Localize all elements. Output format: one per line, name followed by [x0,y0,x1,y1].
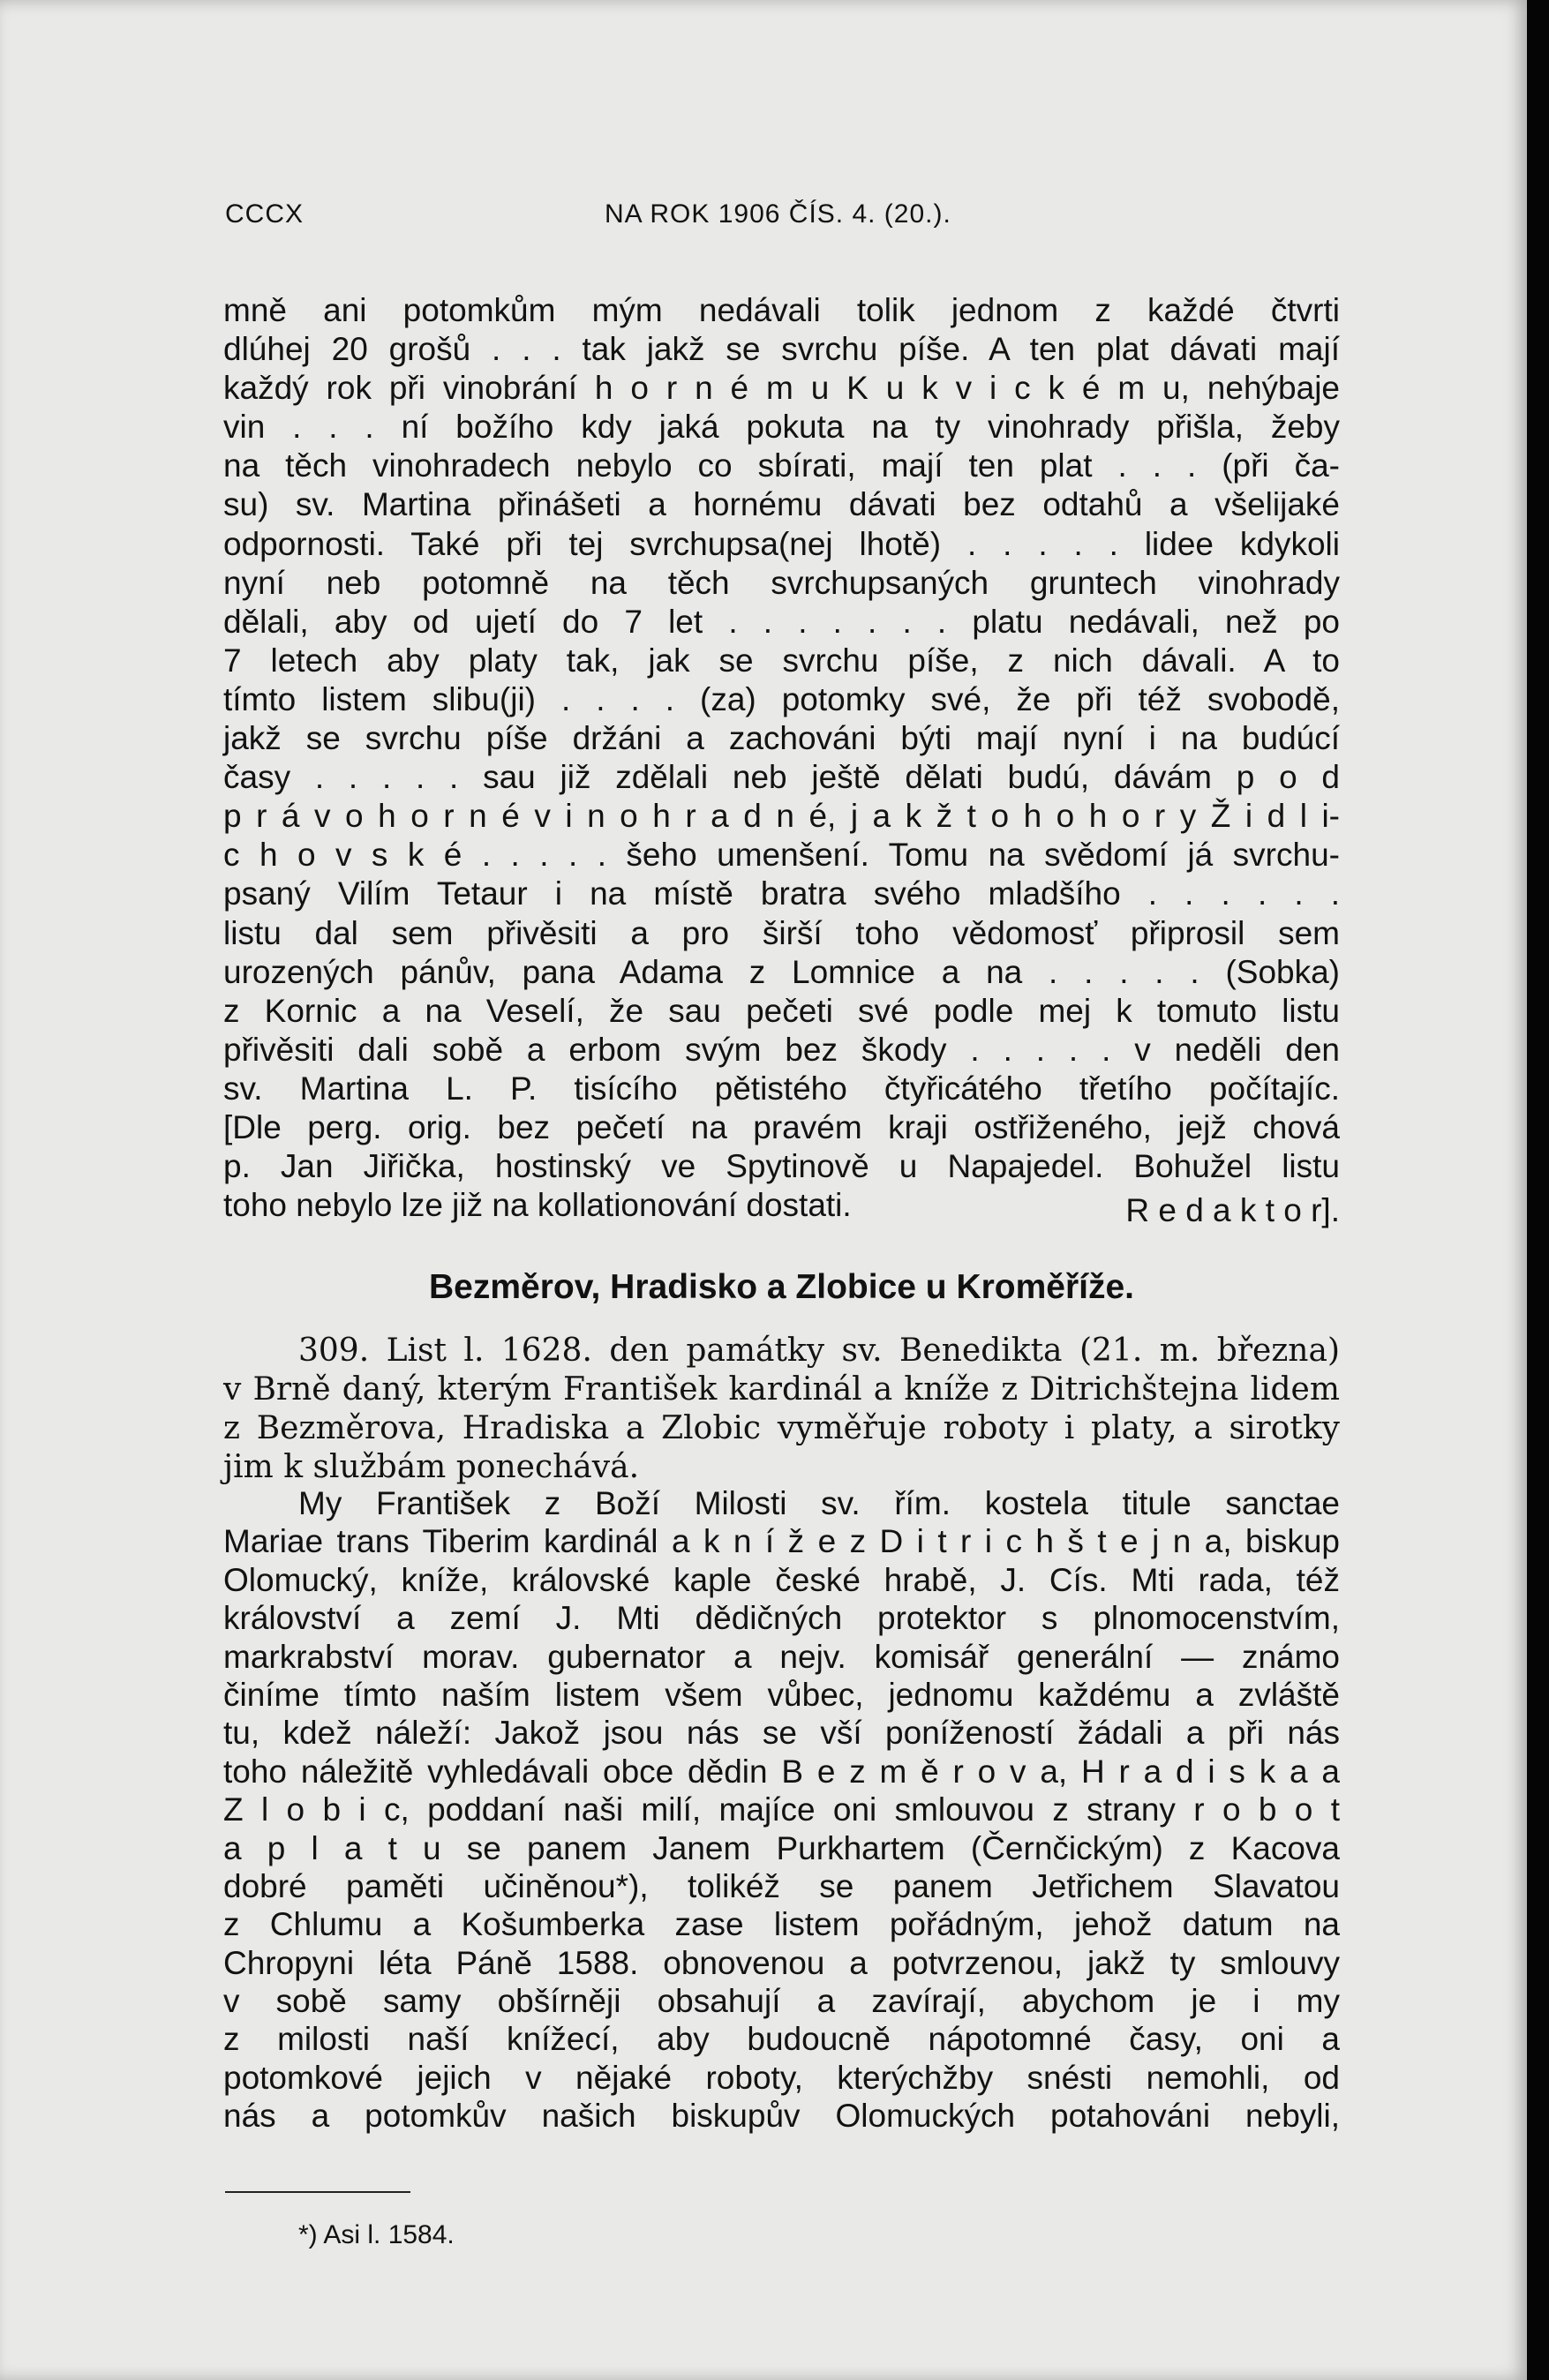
text-line: dlúhej 20 grošů . . . tak jakž se svrchu píše. A ten plat dávati mají [223,331,1340,368]
body-line: nás a potomkův našich biskupův Olomuckých potahováni nebyli, [223,2098,1340,2135]
text-line-last [223,1186,1340,1229]
text-line: [Dle perg. orig. bez pečetí na pravém kraji ostřiženého, jejž chová [223,1108,1340,1145]
body-line: v sobě samy obšírněji obsahují a zavírají, abychom je i my [223,1983,1340,2020]
body-line: království a zemí J. Mti dědičných protektor s plnomocenstvím, [223,1600,1340,1637]
body-line: dobré paměti učiněnou*), tolikéž se panem Jetřichem Slavatou [223,1867,1340,1904]
page-header [225,199,1302,235]
text-line: 7 letech aby platy tak, jak se svrchu píše, z nich dávali. A to [223,642,1340,679]
text-line: p r á v o h o r n é v i n o h r a d n é, j a k ž t o h o h o r y Ž i d l i- [223,798,1340,835]
text-line: časy . . . . . sau již zdělali neb ještě dělati budú, dávám p o d [223,759,1340,796]
body-line: toho náležitě vyhledávali obce dědin B e z m ě r o v a, H r a d i s k a a [223,1753,1340,1790]
body-line: potomkové jejich v nějaké roboty, kterýchžby snésti nemohli, od [223,2059,1340,2096]
body-line: tu, kdež náleží: Jakož jsou nás se vší ponížeností žádali a při nás [223,1715,1340,1752]
body-line: činíme tímto naším listem všem vůbec, jednomu každému a zvláště [223,1676,1340,1713]
heading-line: 309. List l. 1628. den památky sv. Benedikta (21. m. března) [298,1333,1340,1369]
page-number: CCCX [225,199,305,229]
text-line: mně ani potomkům mým nedávali tolik jednom z každé čtvrti [223,292,1340,328]
text-line: dělali, aby od ujetí do 7 let . . . . . . . platu nedávali, než po [223,603,1340,640]
body-line: Z l o b i c, poddaní naši milí, majíce oni smlouvou z strany r o b o t [223,1791,1340,1828]
body-line: Olomucký, kníže, královské kaple české hrabě, J. Cís. Mti rada, též [223,1561,1340,1598]
text-line: urozených pánův, pana Adama z Lomnice a na . . . . . (Sobka) [223,953,1340,990]
footnote-divider [225,2191,410,2193]
text-line: každý rok při vinobrání h o r n é m u K u k v i c k é m u, nehýbaje [223,370,1340,407]
body-line: a p l a t u se panem Janem Purkhartem (Černčickým) z Kacova [223,1829,1340,1866]
last-line-text: toho nebylo lze již na kollationování dostati. [223,1187,852,1224]
text-line: přivěsiti dali sobě a erbom svým bez škody . . . . . v neděli den [223,1031,1340,1068]
text-line: psaný Vilím Tetaur i na místě bratra svého mladšího . . . . . . [223,875,1340,912]
editor-signature: R e d a k t o r]. [1125,1192,1340,1229]
text-line: vin . . . ní božího kdy jaká pokuta na ty vinohrady přišla, žeby [223,409,1340,446]
text-line: nyní neb potomně na těch svrchupsaných gruntech vinohrady [223,564,1340,601]
body-line: My František z Boží Milosti sv. řím. kostela titule sanctae [298,1485,1340,1521]
text-line: sv. Martina L. P. tisícího pětistého čtyřicátého třetího počítajíc. [223,1070,1340,1107]
heading-line: jim k službám ponechává. [223,1449,640,1485]
footnote: *) Asi l. 1584. [298,2220,455,2249]
body-line: markrabství morav. gubernator a nejv. komisář generální — známo [223,1638,1340,1675]
body-line: z milosti naší knížecí, aby budoucně nápotomné časy, oni a [223,2021,1340,2058]
document-heading [223,1332,1340,1487]
text-line: odpornosti. Také při tej svrchupsa(nej lhotě) . . . . . lidee kdykoli [223,525,1340,562]
section-title: Bezměrov, Hradisko a Zlobice u Kroměříže. [428,1268,1135,1306]
text-line: c h o v s k é . . . . . šeho umenšení. Tomu na svědomí já svrchu- [223,837,1340,874]
text-line: jakž se svrchu píše držáni a zachováni býti mají nyní i na budúcí [223,720,1340,757]
heading-line: v Brně daný, kterým František kardinál a kníže z Ditrichštejna lidem [223,1371,1340,1408]
document-body [223,1484,1340,2136]
text-line: p. Jan Jiřička, hostinský ve Spytinově u Napajedel. Bohužel listu [223,1148,1340,1185]
text-line: z Kornic a na Veselí, že sau pečeti své podle mej k tomuto listu [223,992,1340,1029]
text-line: na těch vinohradech nebylo co sbírati, mají ten plat . . . (při ča- [223,447,1340,484]
text-line: listu dal sem přivěsiti a pro širší toho vědomosť připrosil sem [223,914,1340,951]
continuation-text [223,291,1340,1229]
body-line: z Chlumu a Košumberka zase listem pořádným, jehož datum na [223,1906,1340,1943]
text-line: su) sv. Martina přinášeti a hornému dávati bez odtahů a všelijaké [223,486,1340,523]
body-line: Chropyni léta Páně 1588. obnovenou a potvrzenou, jakž ty smlouvy [223,1944,1340,1981]
running-title: NA ROK 1906 ČÍS. 4. (20.). [605,199,951,229]
body-line: Mariae trans Tiberim kardinál a k n í ž e z D i t r i c h š t e j n a, biskup [223,1523,1340,1560]
heading-line: z Bezměrova, Hradiska a Zlobic vyměřuje roboty i platy, a sirotky [223,1410,1340,1446]
scan-edge [1527,0,1549,2380]
text-line: tímto listem slibu(ji) . . . . (za) potomky své, že při též svobodě, [223,680,1340,717]
